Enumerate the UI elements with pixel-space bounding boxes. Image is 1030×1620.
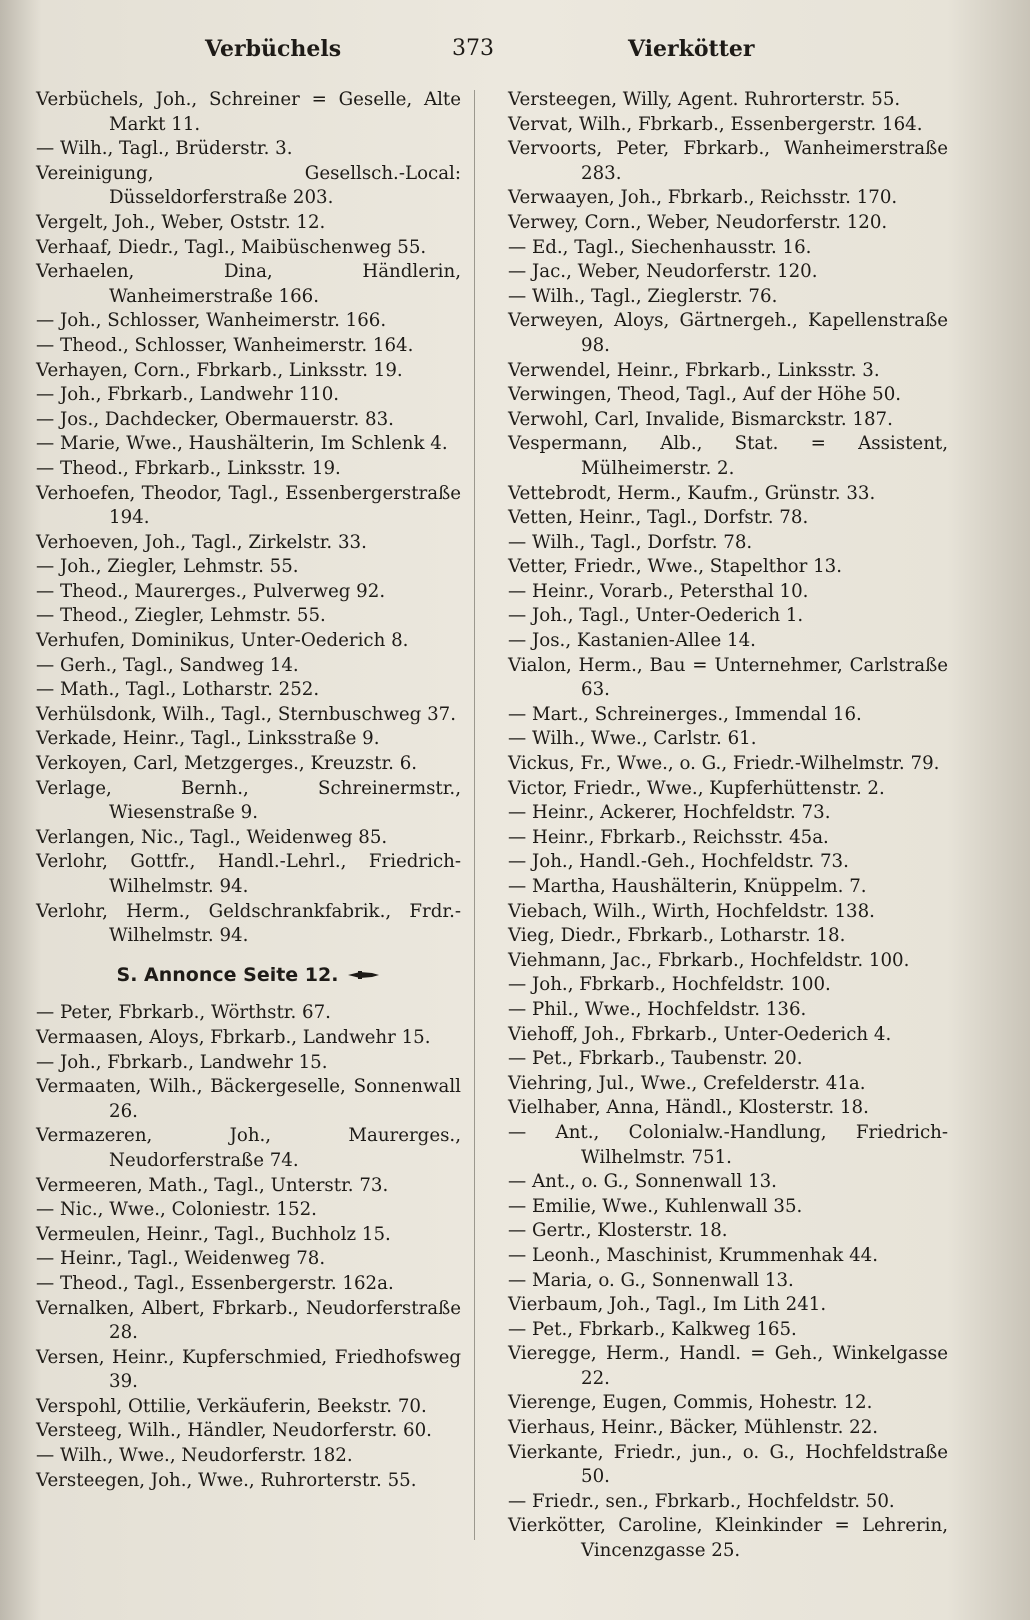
directory-entry: Verhoefen, Theodor, Tagl., Essenbergerstraße 194. [36,482,461,529]
directory-entry: — Joh., Fbrkarb., Hochfeldstr. 100. [508,974,831,996]
directory-entry: Verwendel, Heinr., Fbrkarb., Linksstr. 3. [508,359,880,381]
directory-entry: Vettebrodt, Herm., Kaufm., Grünstr. 33. [508,482,876,504]
directory-entry: Vetter, Friedr., Wwe., Stapelthor 13. [508,556,843,578]
directory-entry: Verhaelen, Dina, Händlerin, Wanheimerstraße 166. [36,261,461,307]
directory-entry: — Pet., Fbrkarb., Kalkweg 165. [508,1318,797,1340]
directory-entry: Verlangen, Nic., Tagl., Weidenweg 85. [36,826,388,848]
directory-entry: — Marie, Wwe., Haushälterin, Im Schlenk 4. [36,433,448,455]
directory-entry: Viehring, Jul., Wwe., Crefelderstr. 41a. [508,1072,866,1094]
directory-entry: Viehmann, Jac., Fbrkarb., Hochfeldstr. 100. [508,949,910,971]
directory-entry: Verwingen, Theod, Tagl., Auf der Höhe 50. [508,384,902,406]
directory-entry: — Jac., Weber, Neudorferstr. 120. [508,261,818,283]
directory-entry: — Gerh., Tagl., Sandweg 14. [36,654,299,676]
directory-entry: Verwohl, Carl, Invalide, Bismarckstr. 187. [508,408,893,430]
directory-entry: — Wilh., Tagl., Dorfstr. 78. [508,531,753,553]
directory-entry: Vergelt, Joh., Weber, Oststr. 12. [36,211,326,233]
directory-entry: Verlage, Bernh., Schreinermstr., Wiesenstraße 9. [36,777,461,824]
directory-entry: Viebach, Wilh., Wirth, Hochfeldstr. 138. [508,900,875,922]
directory-entry: — Math., Tagl., Lotharstr. 252. [36,679,320,701]
directory-entry: — Ant., o. G., Sonnenwall 13. [508,1171,777,1193]
left-column [36,88,461,1493]
directory-entry: Vereinigung, Gesellsch.-Local: Düsseldorferstraße 203. [36,162,461,209]
directory-entry: — Gertr., Klosterstr. 18. [508,1220,728,1242]
directory-entry: — Joh., Fbrkarb., Landwehr 15. [36,1051,328,1073]
annonce-text: S. Annonce Seite 12. [116,963,339,986]
header-left-keyword: Verbüchels [205,36,342,62]
directory-entry: — Joh., Handl.-Geh., Hochfeldstr. 73. [508,851,849,873]
pointing-hand-icon [346,969,380,981]
directory-entry: — Peter, Fbrkarb., Wörthstr. 67. [36,1002,331,1024]
directory-entry: Vickus, Fr., Wwe., o. G., Friedr.-Wilhelmstr. 79. [508,753,940,775]
directory-entry: — Nic., Wwe., Coloniestr. 152. [36,1199,317,1221]
directory-entry: Vermaaten, Wilh., Bäckergeselle, Sonnenwall 26. [36,1076,461,1122]
directory-entry: Vespermann, Alb., Stat. = Assistent, Mülheimerstr. 2. [508,433,948,479]
directory-entry: Verspohl, Ottilie, Verkäuferin, Beekstr. 70. [36,1395,427,1417]
directory-entry: — Joh., Schlosser, Wanheimerstr. 166. [36,310,387,332]
directory-entry: Vierkante, Friedr., jun., o. G., Hochfeldstraße 50. [508,1441,948,1488]
directory-entry: Verwey, Corn., Weber, Neudorferstr. 120. [508,211,888,233]
directory-entry: Vieg, Diedr., Fbrkarb., Lotharstr. 18. [508,925,846,947]
directory-entry: — Theod., Schlosser, Wanheimerstr. 164. [36,334,414,356]
directory-entry: Verhoeven, Joh., Tagl., Zirkelstr. 33. [36,531,367,553]
directory-entry: Verbüchels, Joh., Schreiner = Geselle, Alte Markt 11. [36,89,461,135]
directory-entry: — Heinr., Vorarb., Petersthal 10. [508,580,809,602]
directory-entry: — Pet., Fbrkarb., Taubenstr. 20. [508,1048,803,1070]
directory-entry: Viehoff, Joh., Fbrkarb., Unter-Oederich 4. [508,1023,892,1045]
directory-entry: — Friedr., sen., Fbrkarb., Hochfeldstr. 50. [508,1490,895,1512]
directory-entry: — Leonh., Maschinist, Krummenhak 44. [508,1244,879,1266]
directory-entry: — Wilh., Wwe., Carlstr. 61. [508,728,757,750]
directory-entry: Verwaayen, Joh., Fbrkarb., Reichsstr. 170. [508,187,898,209]
directory-entry: Vervat, Wilh., Fbrkarb., Essenbergerstr. 164. [508,113,923,135]
directory-entry: — Wilh., Wwe., Neudorferstr. 182. [36,1445,353,1467]
directory-entry: — Heinr., Fbrkarb., Reichsstr. 45a. [508,826,829,848]
page-number: 373 [452,36,494,61]
directory-entry: — Jos., Dachdecker, Obermauerstr. 83. [36,408,394,430]
directory-entry: Verkade, Heinr., Tagl., Linksstraße 9. [36,728,380,750]
directory-entry: Vierbaum, Joh., Tagl., Im Lith 241. [508,1294,827,1316]
directory-entry: Vermeulen, Heinr., Tagl., Buchholz 15. [36,1223,391,1245]
directory-entry: — Wilh., Tagl., Brüderstr. 3. [36,138,293,160]
directory-entry: — Martha, Haushälterin, Knüppelm. 7. [508,876,867,897]
directory-entry: Verhayen, Corn., Fbrkarb., Linksstr. 19. [36,359,403,381]
right-column [508,88,948,1564]
directory-entry: — Joh., Tagl., Unter-Oederich 1. [508,605,804,627]
directory-entry: Verweyen, Aloys, Gärtnergeh., Kapellenstraße 98. [508,310,948,356]
directory-entry: Verlohr, Gottfr., Handl.-Lehrl., Friedrich-Wilhelmstr. 94. [36,851,461,897]
directory-entry: — Joh., Ziegler, Lehmstr. 55. [36,556,299,578]
directory-entry: Verhülsdonk, Wilh., Tagl., Sternbuschweg 37. [36,703,457,725]
directory-entry: — Ed., Tagl., Siechenhausstr. 16. [508,236,812,258]
directory-entry: Vetten, Heinr., Tagl., Dorfstr. 78. [508,507,809,529]
directory-entry: Vermaasen, Aloys, Fbrkarb., Landwehr 15. [36,1026,431,1048]
directory-entry: Versteeg, Wilh., Händler, Neudorferstr. 60. [36,1420,432,1442]
directory-entry: Vialon, Herm., Bau = Unternehmer, Carlstraße 63. [508,654,948,701]
directory-entry: — Phil., Wwe., Hochfeldstr. 136. [508,998,807,1020]
directory-entry: Vernalken, Albert, Fbrkarb., Neudorferstraße 28. [36,1297,461,1344]
column-divider [474,90,475,1540]
directory-entry: — Theod., Maurerges., Pulverweg 92. [36,580,386,602]
directory-entry: — Wilh., Tagl., Zieglerstr. 76. [508,285,778,307]
directory-entry: — Ant., Colonialw.-Handlung, Friedrich-Wilhelmstr. 751. [508,1121,948,1168]
directory-entry: Vierhaus, Heinr., Bäcker, Mühlenstr. 22. [508,1417,879,1439]
directory-entry: Vierkötter, Caroline, Kleinkinder = Lehrerin, Vincenzgasse 25. [508,1515,948,1562]
directory-entry: Versteegen, Joh., Wwe., Ruhrorterstr. 55. [36,1469,417,1491]
directory-entry: Verlohr, Herm., Geldschrankfabrik., Frdr.-Wilhelmstr. 94. [36,900,461,947]
directory-entry: Vierenge, Eugen, Commis, Hohestr. 12. [508,1392,873,1414]
directory-entry: — Maria, o. G., Sonnenwall 13. [508,1269,794,1291]
directory-entry: — Jos., Kastanien-Allee 14. [508,630,756,652]
directory-entry: Versteegen, Willy, Agent. Ruhrorterstr. 55. [508,89,901,110]
directory-entry: Vieregge, Herm., Handl. = Geh., Winkelgasse 22. [508,1343,948,1389]
directory-entry: Verhufen, Dominikus, Unter-Oederich 8. [36,630,409,652]
directory-entry: — Heinr., Tagl., Weidenweg 78. [36,1248,326,1270]
directory-entry: Vervoorts, Peter, Fbrkarb., Wanheimerstraße 283. [508,138,948,184]
directory-entry: Verhaaf, Diedr., Tagl., Maibüschenweg 55. [36,236,427,258]
directory-entry: — Heinr., Ackerer, Hochfeldstr. 73. [508,802,831,824]
directory-entry: — Emilie, Wwe., Kuhlenwall 35. [508,1195,803,1217]
directory-entry: — Joh., Fbrkarb., Landwehr 110. [36,384,340,406]
directory-entry: — Theod., Tagl., Essenbergerstr. 162a. [36,1272,394,1294]
directory-entry: Vermazeren, Joh., Maurerges., Neudorferstraße 74. [36,1125,461,1171]
directory-entry: Versen, Heinr., Kupferschmied, Friedhofsweg 39. [36,1346,461,1393]
directory-entry: Verkoyen, Carl, Metzgerges., Kreuzstr. 6. [36,753,418,775]
header-right-keyword: Vierkötter [628,36,755,62]
annonce-reference [36,963,461,988]
directory-entry: — Mart., Schreinerges., Immendal 16. [508,703,862,725]
directory-entry: Vermeeren, Math., Tagl., Unterstr. 73. [36,1174,389,1196]
directory-entry: — Theod., Fbrkarb., Linksstr. 19. [36,457,341,479]
directory-entry: — Theod., Ziegler, Lehmstr. 55. [36,605,326,627]
page-header [0,36,1030,70]
directory-entry: Vielhaber, Anna, Händl., Klosterstr. 18. [508,1097,869,1119]
directory-entry: Victor, Friedr., Wwe., Kupferhüttenstr. 2. [508,777,885,799]
